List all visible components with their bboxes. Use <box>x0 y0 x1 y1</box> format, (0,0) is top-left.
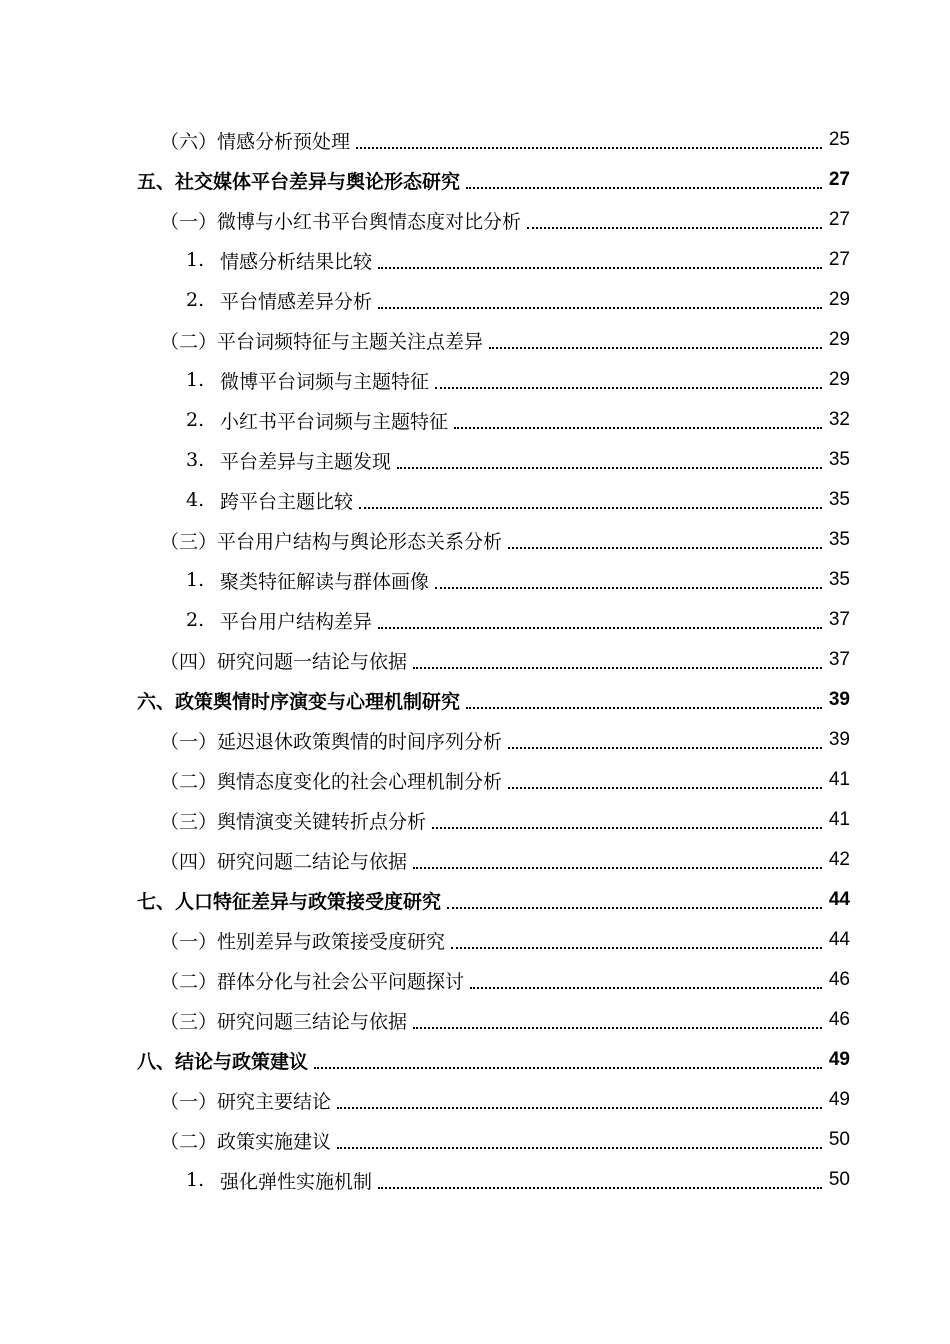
toc-entry-number: 2. <box>186 409 205 431</box>
dot-leader <box>356 146 822 149</box>
toc-entry-page-number: 32 <box>828 409 850 430</box>
toc-entry-title: 情感分析结果比较 <box>220 250 373 273</box>
toc-entry[interactable] <box>0 1080 950 1120</box>
toc-entry-title: 平台情感差异分析 <box>220 290 373 313</box>
toc-entry-page-number: 25 <box>828 129 850 150</box>
toc-entry-title: 聚类特征解读与群体画像 <box>220 570 430 593</box>
dot-leader <box>359 506 822 509</box>
toc-entry[interactable] <box>0 240 950 280</box>
toc-entry-page-number: 35 <box>828 449 850 470</box>
toc-entry[interactable] <box>0 1000 950 1040</box>
toc-entry-title: （二）政策实施建议 <box>160 1130 332 1153</box>
toc-entry[interactable] <box>0 200 950 240</box>
dot-leader <box>378 266 822 269</box>
toc-entry[interactable] <box>0 760 950 800</box>
dot-leader <box>451 946 822 949</box>
toc-entry[interactable] <box>0 880 950 920</box>
toc-entry-title: （一）性别差异与政策接受度研究 <box>160 930 446 953</box>
toc-entry-number: 2. <box>186 289 205 311</box>
toc-entry[interactable] <box>0 840 950 880</box>
toc-entry-number: 3. <box>186 449 205 471</box>
toc-entry[interactable] <box>0 120 950 160</box>
toc-entry-title: （四）研究问题二结论与依据 <box>160 850 408 873</box>
toc-entry-page-number: 29 <box>828 329 850 350</box>
dot-leader <box>454 426 822 429</box>
toc-entry-number: 1. <box>186 249 205 271</box>
toc-entry-page-number: 29 <box>828 289 850 310</box>
dot-leader <box>413 866 822 869</box>
dot-leader <box>527 226 822 229</box>
toc-entry-page-number: 49 <box>828 1089 850 1110</box>
toc-entry[interactable] <box>0 280 950 320</box>
toc-entry-title: （四）研究问题一结论与依据 <box>160 650 408 673</box>
toc-entry[interactable] <box>0 360 950 400</box>
toc-entry[interactable] <box>0 440 950 480</box>
toc-entry[interactable] <box>0 520 950 560</box>
toc-entry-title: 强化弹性实施机制 <box>220 1170 373 1193</box>
toc-entry-title: 平台差异与主题发现 <box>220 450 392 473</box>
toc-entry[interactable] <box>0 160 950 200</box>
dot-leader <box>447 906 822 909</box>
toc-entry-title: （二）舆情态度变化的社会心理机制分析 <box>160 770 503 793</box>
toc-entry-page-number: 35 <box>828 529 850 550</box>
toc-entry-page-number: 42 <box>828 849 850 870</box>
toc-entry-title: （二）平台词频特征与主题关注点差异 <box>160 330 484 353</box>
toc-entry-title: （三）平台用户结构与舆论形态关系分析 <box>160 530 503 553</box>
toc-entry-title: （三）研究问题三结论与依据 <box>160 1010 408 1033</box>
toc-entry-page-number: 46 <box>828 1009 850 1030</box>
toc-entry-title: 六、政策舆情时序演变与心理机制研究 <box>137 690 461 713</box>
toc-entry-title: 小红书平台词频与主题特征 <box>220 410 449 433</box>
toc-entry[interactable] <box>0 920 950 960</box>
toc-entry-title: 微博平台词频与主题特征 <box>220 370 430 393</box>
dot-leader <box>378 1186 822 1189</box>
dot-leader <box>378 306 822 309</box>
table-of-contents <box>0 120 950 1200</box>
toc-entry-title: （二）群体分化与社会公平问题探讨 <box>160 970 465 993</box>
toc-entry-number: 1. <box>186 1169 205 1191</box>
toc-entry[interactable] <box>0 560 950 600</box>
toc-entry-page-number: 27 <box>828 209 850 230</box>
dot-leader <box>435 586 822 589</box>
dot-leader <box>508 546 822 549</box>
toc-entry-page-number: 49 <box>828 1049 850 1070</box>
toc-entry-number: 1. <box>186 569 205 591</box>
dot-leader <box>397 466 822 469</box>
dot-leader <box>413 666 822 669</box>
toc-entry[interactable] <box>0 1040 950 1080</box>
toc-entry-page-number: 50 <box>828 1169 850 1190</box>
toc-entry[interactable] <box>0 320 950 360</box>
toc-entry-title: 七、人口特征差异与政策接受度研究 <box>137 890 442 913</box>
toc-entry-title: 平台用户结构差异 <box>220 610 373 633</box>
toc-entry[interactable] <box>0 480 950 520</box>
toc-entry-number: 4. <box>186 489 205 511</box>
dot-leader <box>508 746 822 749</box>
toc-entry-title: （一）微博与小红书平台舆情态度对比分析 <box>160 210 522 233</box>
toc-entry-page-number: 27 <box>828 249 850 270</box>
dot-leader <box>378 626 822 629</box>
toc-entry-number: 2. <box>186 609 205 631</box>
dot-leader <box>466 186 822 189</box>
toc-entry[interactable] <box>0 800 950 840</box>
toc-entry-page-number: 44 <box>828 929 850 950</box>
toc-entry-page-number: 44 <box>828 889 850 910</box>
toc-entry[interactable] <box>0 640 950 680</box>
dot-leader <box>413 1026 822 1029</box>
toc-entry[interactable] <box>0 600 950 640</box>
toc-entry-title: （六）情感分析预处理 <box>160 130 351 153</box>
dot-leader <box>337 1106 822 1109</box>
toc-entry[interactable] <box>0 960 950 1000</box>
toc-entry-page-number: 27 <box>828 169 850 190</box>
toc-entry-title: 五、社交媒体平台差异与舆论形态研究 <box>137 170 461 193</box>
dot-leader <box>314 1066 822 1069</box>
toc-entry-title: （一）延迟退休政策舆情的时间序列分析 <box>160 730 503 753</box>
toc-entry-title: 跨平台主题比较 <box>220 490 354 513</box>
toc-entry-page-number: 29 <box>828 369 850 390</box>
toc-entry-page-number: 35 <box>828 569 850 590</box>
toc-entry[interactable] <box>0 400 950 440</box>
dot-leader <box>466 706 822 709</box>
toc-entry[interactable] <box>0 1120 950 1160</box>
toc-entry-page-number: 39 <box>828 729 850 750</box>
toc-entry-page-number: 41 <box>828 809 850 830</box>
toc-entry-page-number: 46 <box>828 969 850 990</box>
toc-entry-page-number: 41 <box>828 769 850 790</box>
dot-leader <box>470 986 822 989</box>
toc-entry[interactable] <box>0 1160 950 1200</box>
toc-entry-number: 1. <box>186 369 205 391</box>
dot-leader <box>432 826 822 829</box>
toc-entry-page-number: 39 <box>828 689 850 710</box>
dot-leader <box>508 786 822 789</box>
toc-entry-title: （三）舆情演变关键转折点分析 <box>160 810 427 833</box>
toc-entry-page-number: 37 <box>828 649 850 670</box>
dot-leader <box>435 386 822 389</box>
toc-entry-title: 八、结论与政策建议 <box>137 1050 309 1073</box>
dot-leader <box>489 346 822 349</box>
toc-entry-title: （一）研究主要结论 <box>160 1090 332 1113</box>
toc-entry-page-number: 35 <box>828 489 850 510</box>
dot-leader <box>337 1146 822 1149</box>
toc-entry-page-number: 37 <box>828 609 850 630</box>
toc-entry[interactable] <box>0 720 950 760</box>
toc-entry[interactable] <box>0 680 950 720</box>
toc-entry-page-number: 50 <box>828 1129 850 1150</box>
